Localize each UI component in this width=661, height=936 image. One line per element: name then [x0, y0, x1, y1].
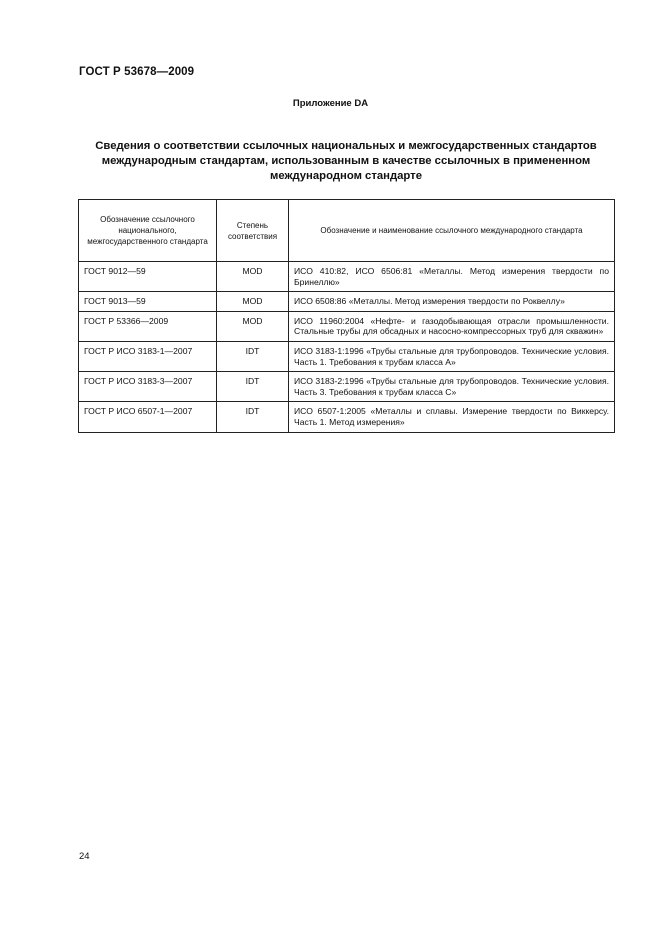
cell-standard: ГОСТ Р ИСО 3183-3—2007: [79, 372, 217, 402]
title-line: международным стандартам, использованным в качестве ссылочных в примененном: [101, 155, 591, 167]
cell-degree: IDT: [217, 402, 289, 432]
title-line: международном стандарте: [269, 170, 423, 182]
header-international-standard: Обозначение и наименование ссылочного международного стандарта: [289, 200, 615, 262]
table-row: [79, 292, 615, 312]
document-code: ГОСТ Р 53678—2009: [79, 66, 195, 78]
cell-intl: ИСО 410:82, ИСО 6506:81 «Металлы. Метод измерения твердости по Бринеллю»: [289, 262, 615, 292]
table-row: [79, 402, 615, 432]
cell-standard: ГОСТ 9013—59: [79, 292, 217, 312]
table-row: [79, 311, 615, 341]
cell-intl: ИСО 3183-1:1996 «Трубы стальные для трубопроводов. Технические условия. Часть 1. Требования к трубам класса А»: [289, 341, 615, 371]
cell-standard: ГОСТ Р ИСО 3183-1—2007: [79, 341, 217, 371]
cell-degree: MOD: [217, 262, 289, 292]
cell-degree: MOD: [217, 292, 289, 312]
table-header-row: [79, 200, 615, 262]
appendix-label: Приложение DA: [292, 98, 369, 109]
cell-intl: ИСО 11960:2004 «Нефте- и газодобывающая отрасли промышленности. Стальные трубы для обсадных и насосно-компрессорных труб для скважин»: [289, 311, 615, 341]
cell-degree: IDT: [217, 372, 289, 402]
table-row: [79, 372, 615, 402]
cell-intl: ИСО 6507-1:2005 «Металлы и сплавы. Измерение твердости по Виккерсу. Часть 1. Метод измерения»: [289, 402, 615, 432]
cell-standard: ГОСТ 9012—59: [79, 262, 217, 292]
cell-intl: ИСО 3183-2:1996 «Трубы стальные для трубопроводов. Технические условия. Часть 3. Требования к трубам класса С»: [289, 372, 615, 402]
header-degree: Степень соответствия: [217, 200, 289, 262]
page-number: 24: [79, 851, 90, 862]
title-line: Сведения о соответствии ссылочных национальных и межгосударственных стандартов: [95, 140, 597, 152]
standards-table: [78, 199, 615, 433]
table-row: [79, 262, 615, 292]
cell-standard: ГОСТ Р 53366—2009: [79, 311, 217, 341]
header-national-standard: Обозначение ссылочного национального, межгосударственного стандарта: [79, 200, 217, 262]
cell-degree: MOD: [217, 311, 289, 341]
cell-intl: ИСО 6508:86 «Металлы. Метод измерения твердости по Роквеллу»: [289, 292, 615, 312]
cell-degree: IDT: [217, 341, 289, 371]
table-row: [79, 341, 615, 371]
page-title: [78, 139, 614, 184]
cell-standard: ГОСТ Р ИСО 6507-1—2007: [79, 402, 217, 432]
